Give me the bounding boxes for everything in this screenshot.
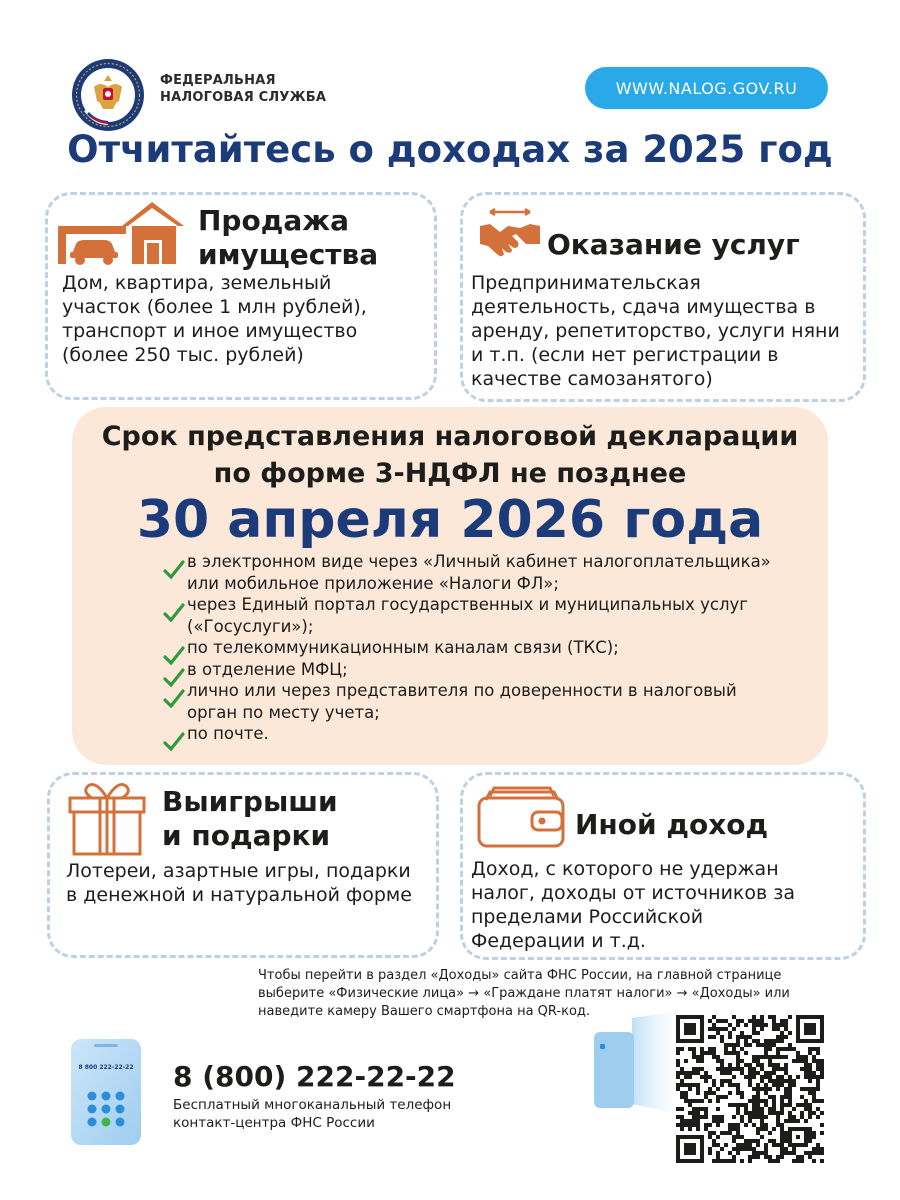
text-line: в денежной и натуральной форме [66, 884, 412, 906]
deadline-heading-line1: Срок представления налоговой декларации [101, 421, 799, 452]
gift-icon [66, 778, 148, 858]
submission-method-item [165, 659, 805, 681]
method-text-line: по почте. [187, 724, 269, 743]
text-line: и т.п. (если нет регистрации в [471, 344, 779, 366]
card-property-title-line2: имущества [198, 238, 379, 271]
text-line: деятельность, сдача имущества в [471, 296, 816, 318]
method-text-line: лично или через представителя по доверенности в налоговый [187, 681, 737, 700]
hotline-description-line1: Бесплатный многоканальный телефон [173, 1097, 452, 1113]
wallet-icon [476, 784, 568, 850]
card-services-title: Оказание услуг [547, 228, 800, 261]
deadline-heading [72, 418, 828, 492]
text-line: Доход, с которого не удержан [471, 858, 779, 880]
phone-screen-number: 8 800 222-22-22 [78, 1064, 134, 1071]
card-winnings-title-line1: Выигрыши [162, 785, 338, 818]
submission-method-item [165, 594, 805, 637]
text-line: аренду, репетиторство, услуги няни [471, 320, 840, 342]
text-line: транспорт и иное имущество [62, 320, 358, 342]
submission-method-item [165, 551, 805, 594]
text-line: Федерации и т.д. [471, 930, 646, 952]
text-line: Предпринимательская [471, 272, 701, 294]
card-other-text [471, 857, 795, 953]
deadline-date: 30 апреля 2026 года [136, 490, 764, 550]
website-link[interactable]: WWW.NALOG.GOV.RU [585, 67, 828, 109]
checkmark-icon [163, 560, 185, 580]
phone-keypad-icon [70, 1038, 142, 1146]
card-winnings-title-line2: и подарки [162, 819, 331, 852]
submission-method-item [165, 680, 805, 723]
card-property-title-line1: Продажа [198, 204, 349, 237]
deadline-heading-line2: по форме 3-НДФЛ не позднее [213, 458, 687, 489]
method-text-line: по телекоммуникационным каналам связи (ТКС); [187, 638, 619, 657]
handshake-icon [478, 208, 542, 264]
submission-method-item [165, 723, 805, 745]
hotline-description-line2: контакт-центра ФНС России [173, 1115, 375, 1131]
org-name-line2: НАЛОГОВАЯ СЛУЖБА [160, 90, 327, 105]
text-line: Лотереи, азартные игры, подарки [66, 860, 411, 882]
card-other-title: Иной доход [575, 808, 769, 841]
org-name-line1: ФЕДЕРАЛЬНАЯ [160, 73, 276, 88]
submission-methods-list [165, 551, 805, 745]
method-text-line: в отделение МФЦ; [187, 659, 348, 679]
text-line: (более 250 тыс. рублей) [62, 344, 304, 366]
text-line: Дом, квартира, земельный [62, 272, 332, 294]
text-line: налог, доходы от источников за [471, 882, 796, 904]
method-text-line: через Единый портал государственных и муниципальных услуг [187, 595, 748, 614]
hotline-number[interactable]: 8 (800) 222-22-22 [173, 1060, 456, 1093]
method-text-line: в электронном виде через «Личный кабинет налогоплательщика» [187, 552, 771, 571]
qr-instructions [258, 967, 848, 1021]
card-winnings-text [66, 859, 412, 907]
text-line: выберите «Физические лица» → «Граждане платят налоги» → «Доходы» или [258, 986, 790, 1001]
text-line: наведите камеру Вашего смартфона на QR-код. [258, 1004, 591, 1019]
method-text-line: орган по месту учета; [187, 702, 380, 722]
card-property-text [62, 271, 367, 367]
smartphone-scan-icon [592, 1012, 672, 1112]
submission-method-item [165, 637, 805, 659]
qr-code[interactable] [676, 1015, 824, 1163]
checkmark-icon [163, 732, 185, 752]
hotline-description [173, 1096, 451, 1132]
text-line: участок (более 1 млн рублей), [62, 296, 367, 318]
org-name [160, 72, 326, 106]
text-line: Чтобы перейти в раздел «Доходы» сайта ФНС России, на главной странице [258, 968, 782, 983]
text-line: качестве самозанятого) [471, 368, 713, 390]
text-line: пределами Российской [471, 906, 704, 928]
method-text-line: или мобильное приложение «Налоги ФЛ»; [187, 573, 559, 593]
method-text-line: («Госуслуги»); [187, 616, 314, 636]
card-winnings-title [162, 785, 338, 853]
fns-emblem-logo [70, 57, 146, 133]
checkmark-icon [163, 603, 185, 623]
page-title: Отчитайтесь о доходах за 2025 год [67, 128, 833, 171]
checkmark-icon [163, 689, 185, 709]
house-car-icon [56, 200, 186, 266]
card-services-text [471, 271, 840, 391]
card-property-title [198, 204, 378, 272]
